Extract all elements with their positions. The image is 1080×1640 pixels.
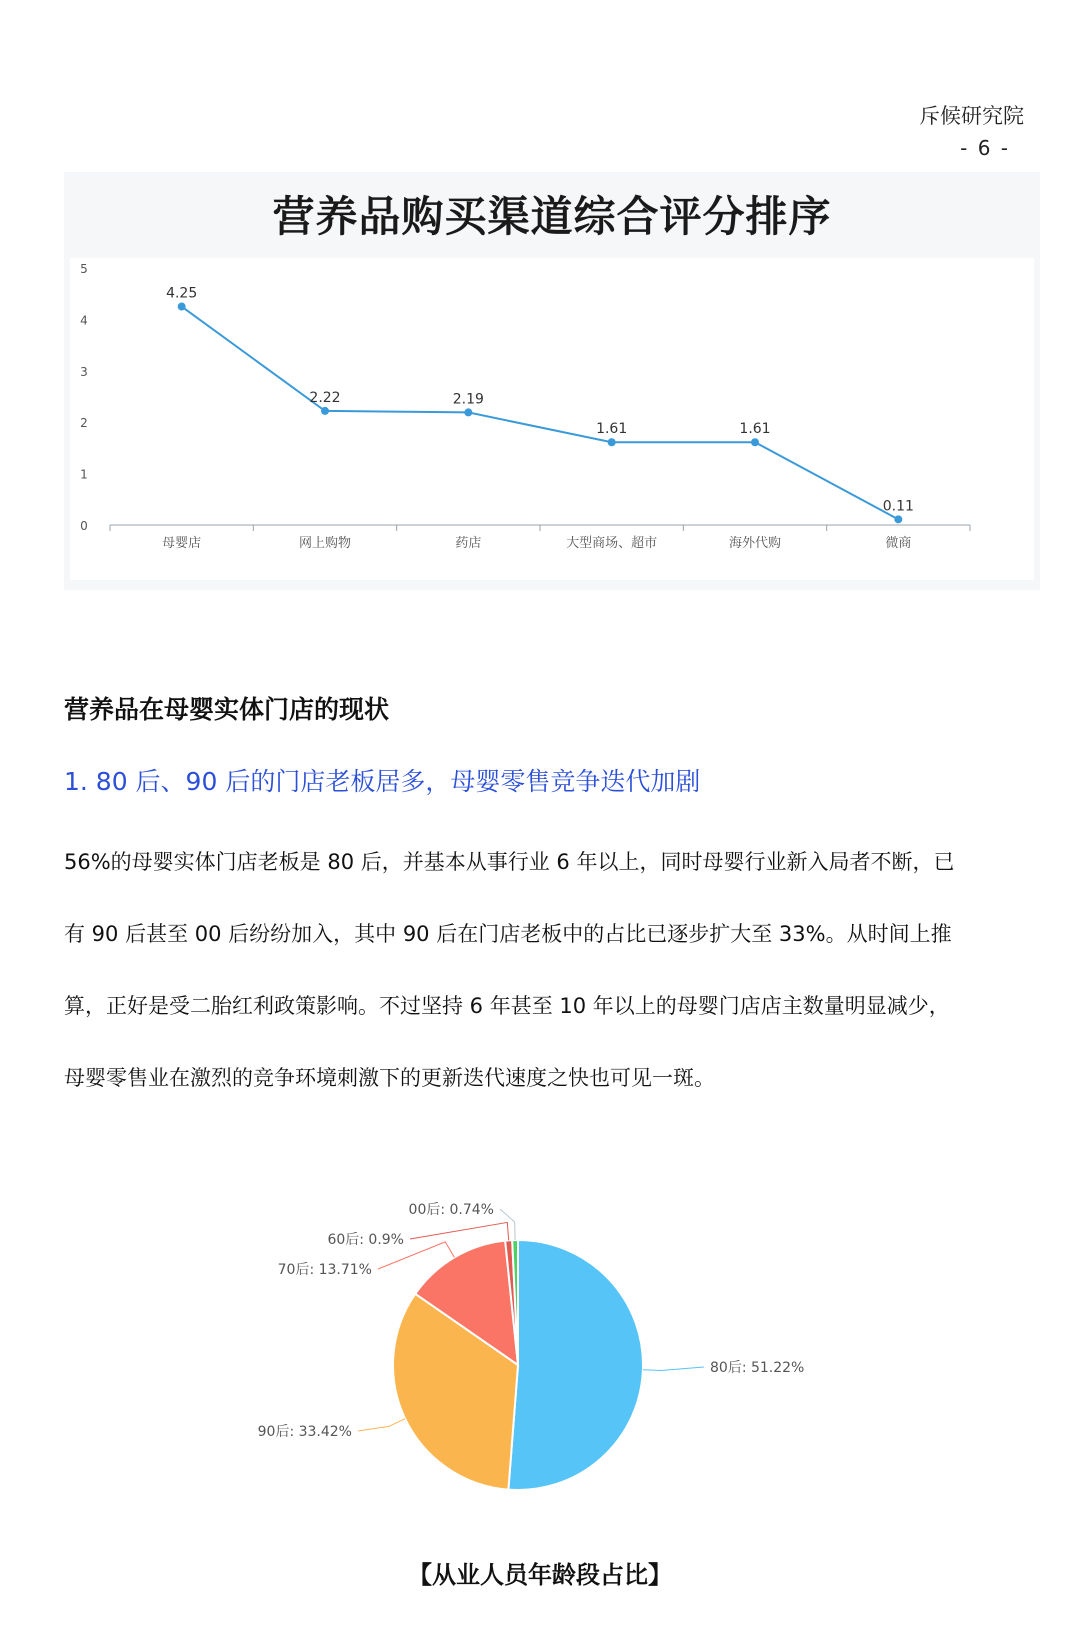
pie-label: 60后: 0.9%	[327, 1232, 404, 1248]
header-org: 斥候研究院	[919, 104, 1024, 128]
paragraph-line: 有 90 后甚至 00 后纷纷加入，其中 90 后在门店老板中的占比已逐步扩大至 33%。从时间上推	[64, 922, 952, 946]
paragraph-line: 56%的母婴实体门店老板是 80 后，并基本从事行业 6 年以上，同时母婴行业新入局者不断，已	[64, 850, 955, 874]
data-point	[894, 515, 902, 523]
pie-slice	[508, 1240, 643, 1490]
y-tick-label: 4	[80, 313, 88, 328]
data-label: 2.22	[309, 389, 341, 406]
y-tick-label: 5	[80, 262, 88, 276]
paragraph-line: 母婴零售业在激烈的竞争环境刺激下的更新迭代速度之快也可见一斑。	[64, 1066, 715, 1090]
channel-score-chart	[64, 172, 1040, 590]
data-point	[751, 438, 759, 446]
x-tick-label: 海外代购	[728, 536, 782, 551]
y-tick-label: 1	[80, 467, 88, 482]
x-tick-label: 母婴店	[162, 536, 202, 551]
age-pie-chart	[250, 1195, 850, 1525]
data-point	[321, 407, 329, 415]
data-label: 1.61	[739, 421, 771, 438]
x-tick-label: 药店	[455, 536, 482, 551]
y-tick-label: 2	[80, 416, 88, 431]
chart-plot-area	[70, 258, 1034, 580]
data-point	[178, 303, 186, 311]
paragraph-line: 算，正好是受二胎红利政策影响。不过坚持 6 年甚至 10 年以上的母婴门店店主数量明显减少，	[64, 994, 950, 1018]
data-label: 2.19	[452, 391, 484, 408]
data-label: 4.25	[166, 285, 198, 302]
data-label: 0.11	[882, 498, 914, 515]
y-tick-label: 0	[80, 519, 88, 533]
pie-label: 00后: 0.74%	[408, 1202, 494, 1218]
data-label: 1.61	[596, 421, 628, 438]
pie-chart-svg	[250, 1195, 850, 1525]
x-tick-label: 大型商场、超市	[566, 536, 658, 551]
section-subtitle: 1. 80 后、90 后的门店老板居多，母婴零售竞争迭代加剧	[64, 767, 701, 796]
pie-leader-line	[643, 1367, 704, 1371]
pie-label: 90后: 33.42%	[257, 1424, 352, 1440]
body-paragraph	[64, 826, 1034, 1114]
chart-title: 营养品购买渠道综合评分排序	[272, 192, 832, 241]
x-tick-label: 网上购物	[298, 536, 352, 551]
pie-label: 70后: 13.71%	[277, 1262, 372, 1278]
pie-leader-line	[410, 1222, 509, 1240]
pie-caption: 【从业人员年龄段占比】	[408, 1561, 672, 1589]
data-point	[608, 438, 616, 446]
x-tick-label: 微商	[885, 536, 912, 551]
pie-leader-line	[358, 1419, 405, 1431]
series-line	[182, 307, 899, 520]
y-tick-label: 3	[80, 364, 88, 379]
data-point	[464, 408, 472, 416]
section-title: 营养品在母婴实体门店的现状	[64, 695, 390, 724]
pie-label: 80后: 51.22%	[710, 1360, 805, 1376]
line-chart-svg	[70, 258, 1034, 580]
page-number: - 6 -	[960, 136, 1010, 160]
